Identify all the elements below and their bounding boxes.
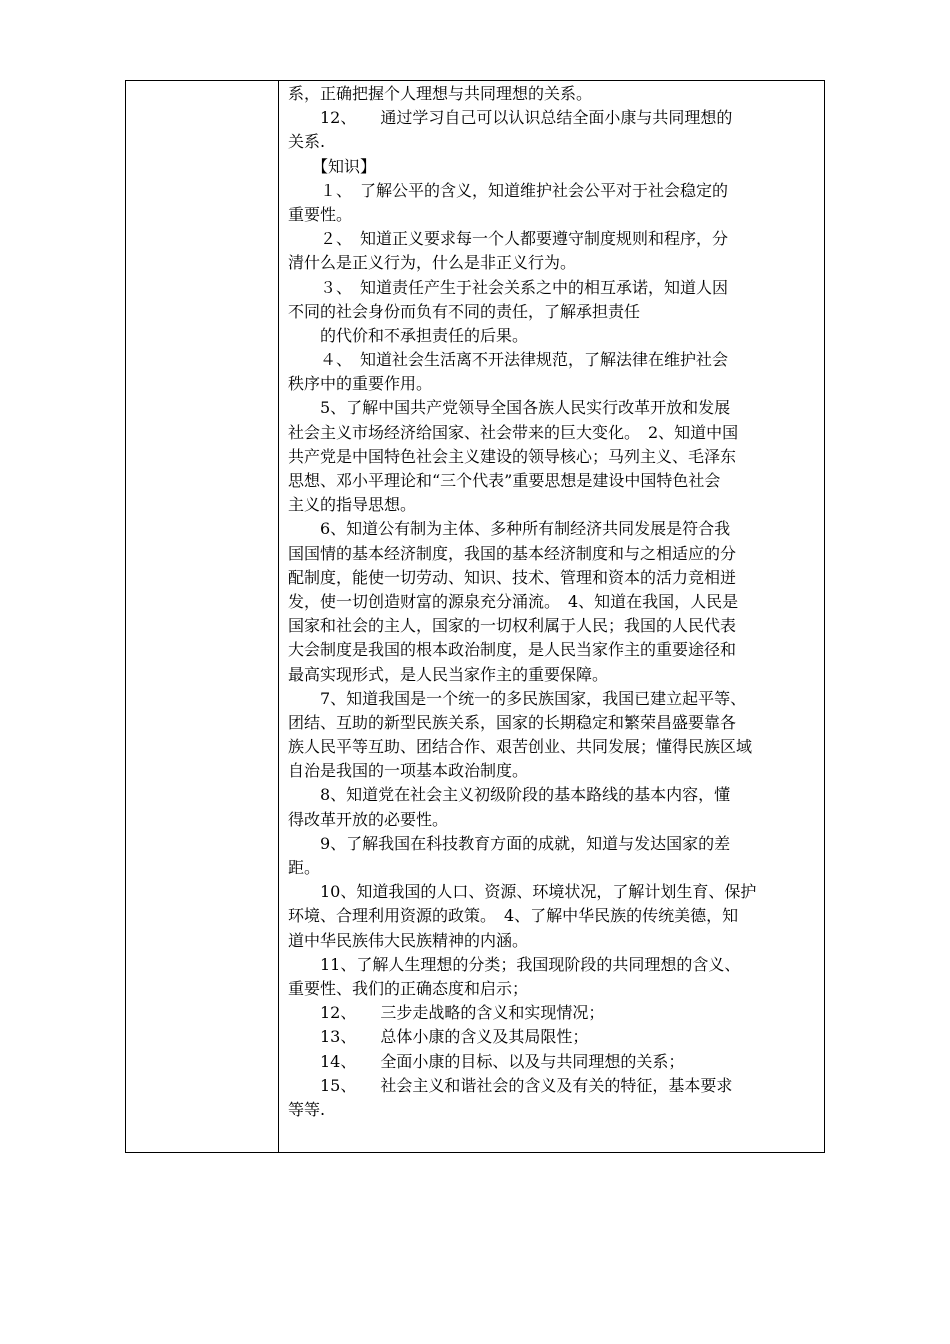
text-line: 族人民平等互助、团结合作、艰苦创业、共同发展；懂得民族区域: [288, 737, 753, 757]
text-line: 自治是我国的一项基本政治制度。: [288, 761, 529, 781]
text-line: 团结、互助的新型民族关系，国家的长期稳定和繁荣昌盛要靠各: [288, 712, 737, 732]
text-line: 关系.: [288, 132, 326, 152]
text-line: 距。: [288, 858, 321, 877]
text-line: ２、 知道正义要求每一个人都要遵守制度规则和程序，分: [288, 229, 729, 249]
text-line: 国国情的基本经济制度，我国的基本经济制度和与之相适应的分: [288, 543, 737, 563]
text-line: 不同的社会身份而负有不同的责任，了解承担责任: [288, 301, 641, 321]
text-line: 道中华民族伟大民族精神的内涵。: [288, 930, 529, 950]
table-left-cell: [126, 81, 279, 1152]
text-line: 5、了解中国共产党领导全国各族人民实行改革开放和发展: [288, 398, 731, 418]
text-line: 共产党是中国特色社会主义建设的领导核心；马列主义、毛泽东: [288, 446, 737, 466]
text-line: 最高实现形式，是人民当家作主的重要保障。: [288, 664, 609, 684]
text-line: 6、知道公有制为主体、多种所有制经济共同发展是符合我: [288, 519, 731, 539]
text-line: 的代价和不承担责任的后果。: [288, 325, 529, 345]
text-line: 9、了解我国在科技教育方面的成就，知道与发达国家的差: [288, 833, 731, 853]
text-line: 【知识】: [288, 156, 377, 176]
text-line: １、 了解公平的含义，知道维护社会公平对于社会稳定的: [288, 180, 729, 200]
text-line: 重要性。: [288, 204, 353, 224]
text-line: 清什么是正义行为，什么是非正义行为。: [288, 253, 577, 273]
text-line: 思想、邓小平理论和“三个代表”重要思想是建设中国特色社会: [288, 471, 721, 490]
table-right-cell: [288, 82, 818, 1122]
text-line: 配制度，能使一切劳动、知识、技术、管理和资本的活力竞相迸: [288, 567, 737, 587]
text-line: 重要性、我们的正确态度和启示；: [288, 978, 529, 998]
text-line: 7、知道我国是一个统一的多民族国家，我国已建立起平等、: [288, 688, 747, 708]
text-line: 11、了解人生理想的分类；我国现阶段的共同理想的含义、: [288, 954, 741, 974]
text-line: 发，使一切创造财富的源泉充分涌流。 4、知道在我国，人民是: [288, 591, 739, 611]
text-line: 环境、合理利用资源的政策。 4、了解中华民族的传统美德，知: [288, 906, 739, 926]
text-line: 13、 总体小康的含义及其局限性；: [288, 1027, 589, 1047]
text-line: ４、 知道社会生活离不开法律规范，了解法律在维护社会: [288, 350, 729, 370]
content-table: [125, 80, 825, 1153]
text-line: 10、知道我国的人口、资源、环境状况，了解计划生育、保护: [288, 882, 757, 902]
text-line: 12、 通过学习自己可以认识总结全面小康与共同理想的: [288, 108, 733, 128]
text-line: 秩序中的重要作用。: [288, 374, 433, 394]
text-line: 14、 全面小康的目标、以及与共同理想的关系；: [288, 1051, 685, 1071]
text-line: ３、 知道责任产生于社会关系之中的相互承诺，知道人因: [288, 277, 729, 297]
text-line: 系，正确把握个人理想与共同理想的关系。: [288, 84, 593, 103]
text-line: 得改革开放的必要性。: [288, 809, 449, 829]
text-line: 大会制度是我国的根本政治制度，是人民当家作主的重要途径和: [288, 640, 737, 660]
text-line: 15、 社会主义和谐社会的含义及有关的特征，基本要求: [288, 1075, 733, 1095]
text-line: 12、 三步走战略的含义和实现情况；: [288, 1003, 605, 1023]
text-line: 等等.: [288, 1099, 326, 1119]
text-line: 主义的指导思想。: [288, 495, 417, 515]
text-line: 社会主义市场经济给国家、社会带来的巨大变化。 2、知道中国: [288, 422, 739, 442]
text-line: 国家和社会的主人，国家的一切权利属于人民；我国的人民代表: [288, 616, 737, 636]
text-line: 8、知道党在社会主义初级阶段的基本路线的基本内容，懂: [288, 785, 731, 805]
